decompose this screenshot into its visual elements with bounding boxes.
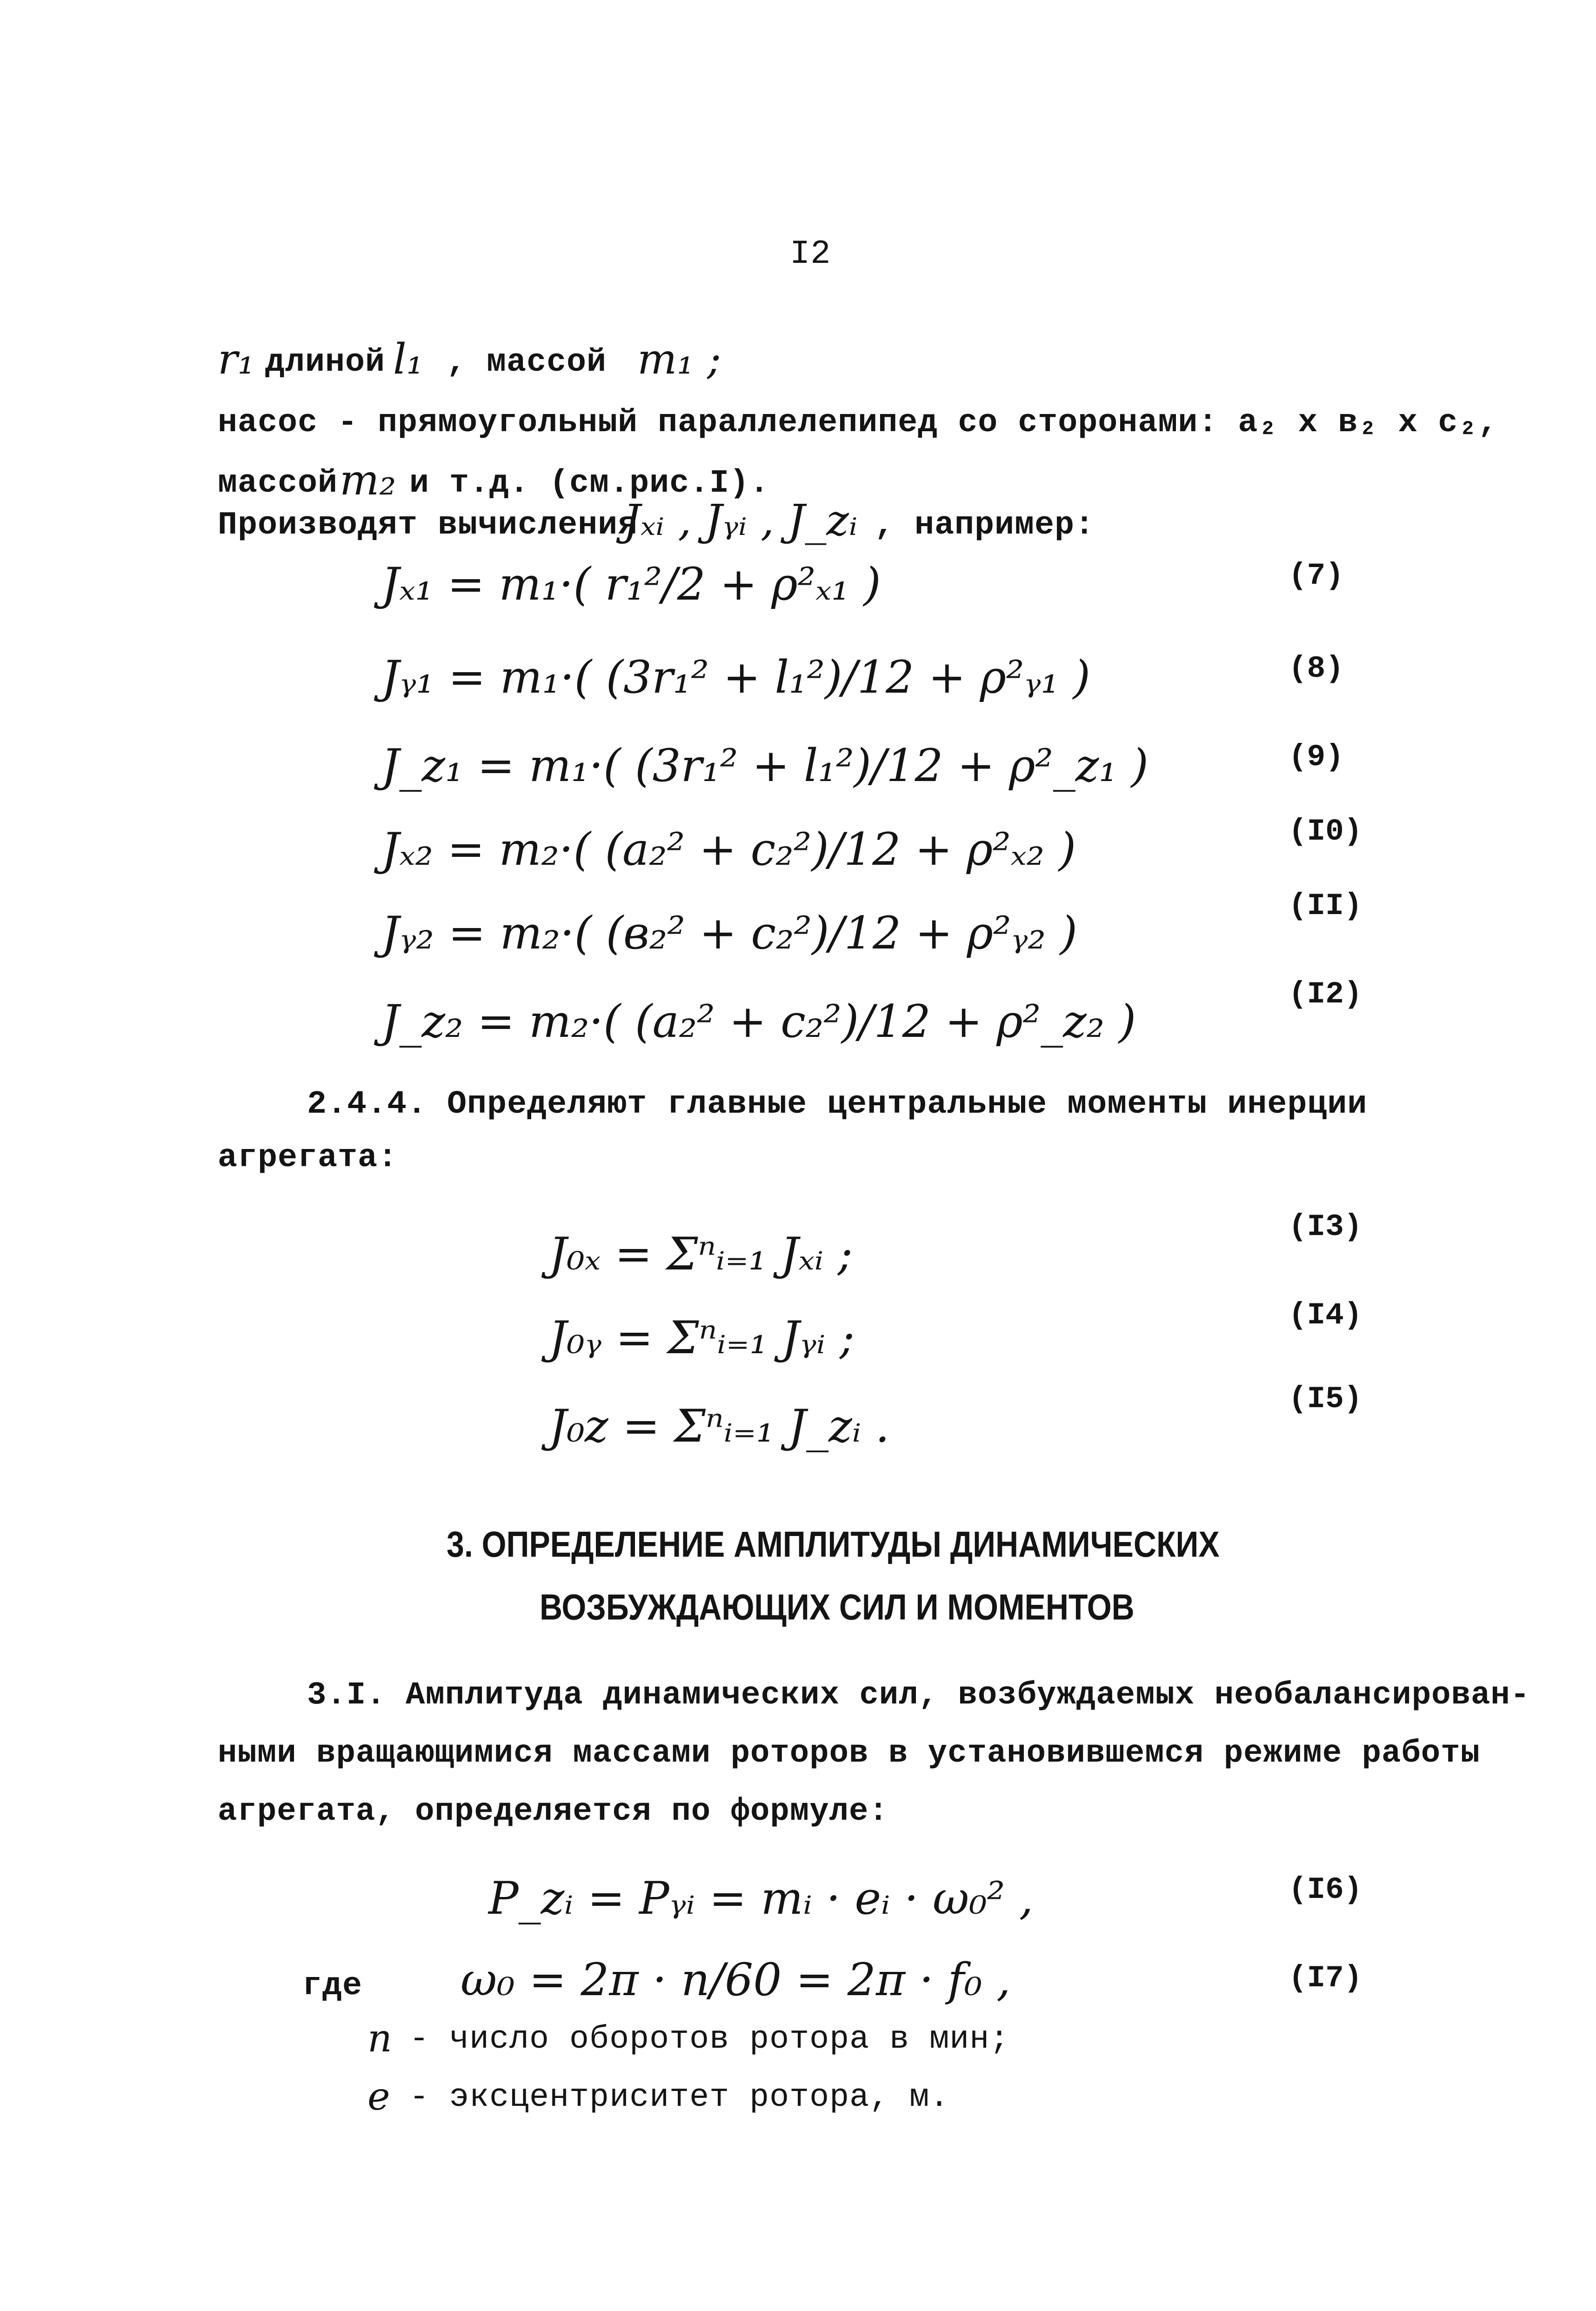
- equation-number-12: (I2): [1289, 977, 1362, 1012]
- symbol-m2: m₂: [340, 456, 396, 505]
- equation-13: J₀ₓ = Σⁿᵢ₌₁ Jₓᵢ ;: [549, 1228, 853, 1280]
- equation-number-16: (I6): [1289, 1872, 1362, 1907]
- def-text-n: - число оборотов ротора в мин;: [409, 2021, 1010, 2058]
- equation-number-9: (9): [1289, 740, 1344, 775]
- text-mass-2: массой: [218, 465, 338, 502]
- def-text-e: - эксцентриситет ротора, м.: [409, 2079, 950, 2116]
- where-label: где: [302, 1968, 363, 2004]
- equation-7: Jₓ₁ = m₁·( r₁²/2 + ρ²ₓ₁ ): [381, 558, 881, 610]
- section-heading-line2: ВОЗБУЖДАЮЩИХ СИЛ И МОМЕНТОВ: [540, 1587, 1135, 1628]
- text-compute: Производят вычисления: [218, 507, 638, 544]
- def-symbol-n: n: [367, 2017, 392, 2061]
- equation-10: Jₓ₂ = m₂·( (a₂² + c₂²)/12 + ρ²ₓ₂ ): [381, 823, 1076, 875]
- equation-number-10: (I0): [1289, 814, 1362, 849]
- symbol-r1: r₁: [218, 335, 255, 384]
- section-heading-line1: 3. ОПРЕДЕЛЕНИЕ АМПЛИТУДЫ ДИНАМИЧЕСКИХ: [447, 1524, 1220, 1565]
- text-mass: , массой: [447, 344, 607, 381]
- para-244-line1: 2.4.4. Определяют главные центральные моменты инерции: [307, 1086, 1368, 1123]
- equation-number-17: (I7): [1289, 1961, 1362, 1996]
- text-length: длиной: [265, 344, 386, 381]
- equation-9: J_z₁ = m₁·( (3r₁² + l₁²)/12 + ρ²_z₁ ): [381, 740, 1149, 792]
- equation-14: J₀ᵧ = Σⁿᵢ₌₁ Jᵧᵢ ;: [549, 1312, 855, 1364]
- equation-17: ω₀ = 2π · n/60 = 2π · f₀ ,: [461, 1954, 1011, 2006]
- equation-11: Jᵧ₂ = m₂·( (в₂² + c₂²)/12 + ρ²ᵧ₂ ): [381, 907, 1078, 959]
- symbol-l1: l₁: [393, 335, 423, 384]
- text-pump-line: насос - прямоугольный параллелепипед со сторонами: a₂ x в₂ x c₂,: [218, 405, 1498, 441]
- para-31-line2: ными вращающимися массами роторов в установившемся режиме работы: [218, 1735, 1481, 1771]
- symbol-inertia-list: Jₓᵢ , Jᵧᵢ , J_zᵢ: [623, 495, 858, 545]
- equation-number-15: (I5): [1289, 1382, 1362, 1416]
- equation-number-13: (I3): [1289, 1209, 1362, 1244]
- para-31-line1: 3.I. Амплитуда динамических сил, возбуждаемых необалансирован-: [307, 1677, 1530, 1713]
- equation-8: Jᵧ₁ = m₁·( (3r₁² + l₁²)/12 + ρ²ᵧ₁ ): [381, 651, 1091, 703]
- text-etc: и т.д. (см.рис.I).: [409, 465, 770, 502]
- text-for-example: , например:: [875, 507, 1095, 544]
- equation-number-7: (7): [1289, 558, 1344, 593]
- symbol-m1: m₁ ;: [637, 335, 721, 384]
- equation-number-14: (I4): [1289, 1298, 1362, 1333]
- equation-12: J_z₂ = m₂·( (a₂² + c₂²)/12 + ρ²_z₂ ): [381, 995, 1136, 1048]
- equation-number-11: (II): [1289, 888, 1362, 923]
- equation-number-8: (8): [1289, 651, 1344, 686]
- para-244-line2: агрегата:: [218, 1140, 398, 1176]
- equation-15: J₀z = Σⁿᵢ₌₁ J_zᵢ .: [549, 1400, 890, 1452]
- para-31-line3: агрегата, определяется по формуле:: [218, 1793, 888, 1830]
- page-number: I2: [790, 235, 831, 273]
- equation-16: P_zᵢ = Pᵧᵢ = mᵢ · eᵢ · ω₀² ,: [488, 1872, 1034, 1924]
- def-symbol-e: e: [367, 2075, 390, 2119]
